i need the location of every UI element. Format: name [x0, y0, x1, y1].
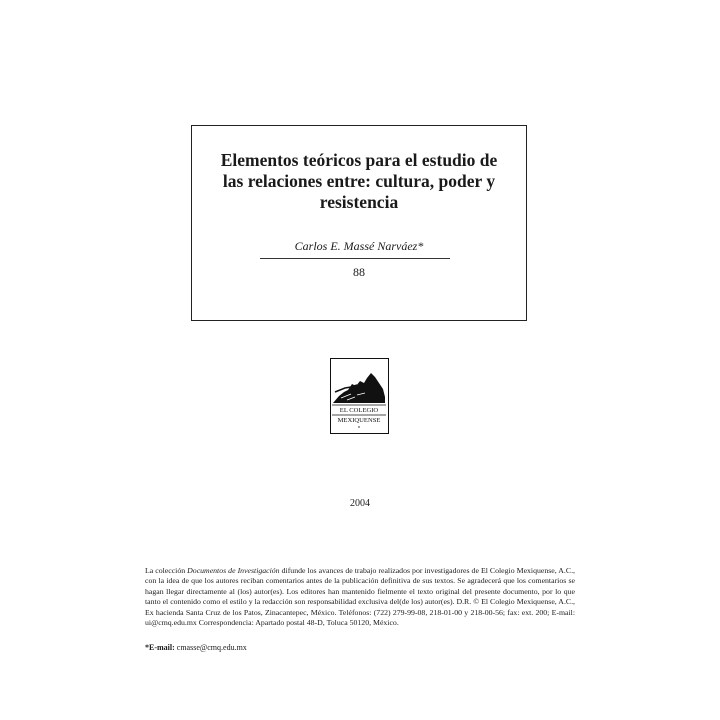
publication-year: 2004: [350, 498, 370, 509]
document-title: [192, 150, 526, 213]
author-email-line: [145, 643, 247, 652]
title-line: las relaciones entre: cultura, poder y: [222, 171, 496, 191]
title-line: Elementos teóricos para el estudio de: [220, 150, 498, 170]
colophon-text: [145, 566, 575, 628]
author-divider: [260, 258, 450, 259]
series-name: Documentos de Investigación: [187, 566, 280, 575]
colophon-part-1: La colección: [145, 566, 188, 575]
email-label: *E-mail:: [145, 643, 175, 652]
document-number: 88: [353, 265, 365, 279]
logo-line-1: EL COLEGIO: [339, 407, 379, 414]
email-address[interactable]: cmasse@cmq.edu.mx: [176, 643, 247, 652]
colophon-part-2: difunde los avances de trabajo realizados por investigadores de El Colegio Mexiquense, A.C., con la idea de que los autores reciban comentarios antes de la publicación definitiva de sus textos. Se agradecerá que los comentarios se hagan llegar directamente al (los) autor(es). Los editores han mantenido fielmente el texto original del presente documento, por lo que tanto el contenido como el estilo y la redacción son responsabilidad exclusiva del(de los) autor(es). D.R. © El Colegio Mexiquense, A.C., Ex hacienda Santa Cruz de los Patos, Zinacantepec, México. Teléfonos: (722) 279-99-08, 218-01-00 y 218-00-56; fax: ext. 200; E-mail: ui@cmq.edu.mx Correspondencia: Apartado postal 48-D, Toluca 50120, México.: [145, 566, 575, 628]
author-name: Carlos E. Massé Narváez*: [294, 239, 424, 253]
logo-icon: [331, 359, 387, 432]
title-box: [191, 125, 527, 321]
colegio-mexiquense-logo: [330, 358, 389, 434]
title-line: resistencia: [319, 192, 399, 212]
logo-line-2: MEXIQUENSE: [337, 417, 381, 424]
